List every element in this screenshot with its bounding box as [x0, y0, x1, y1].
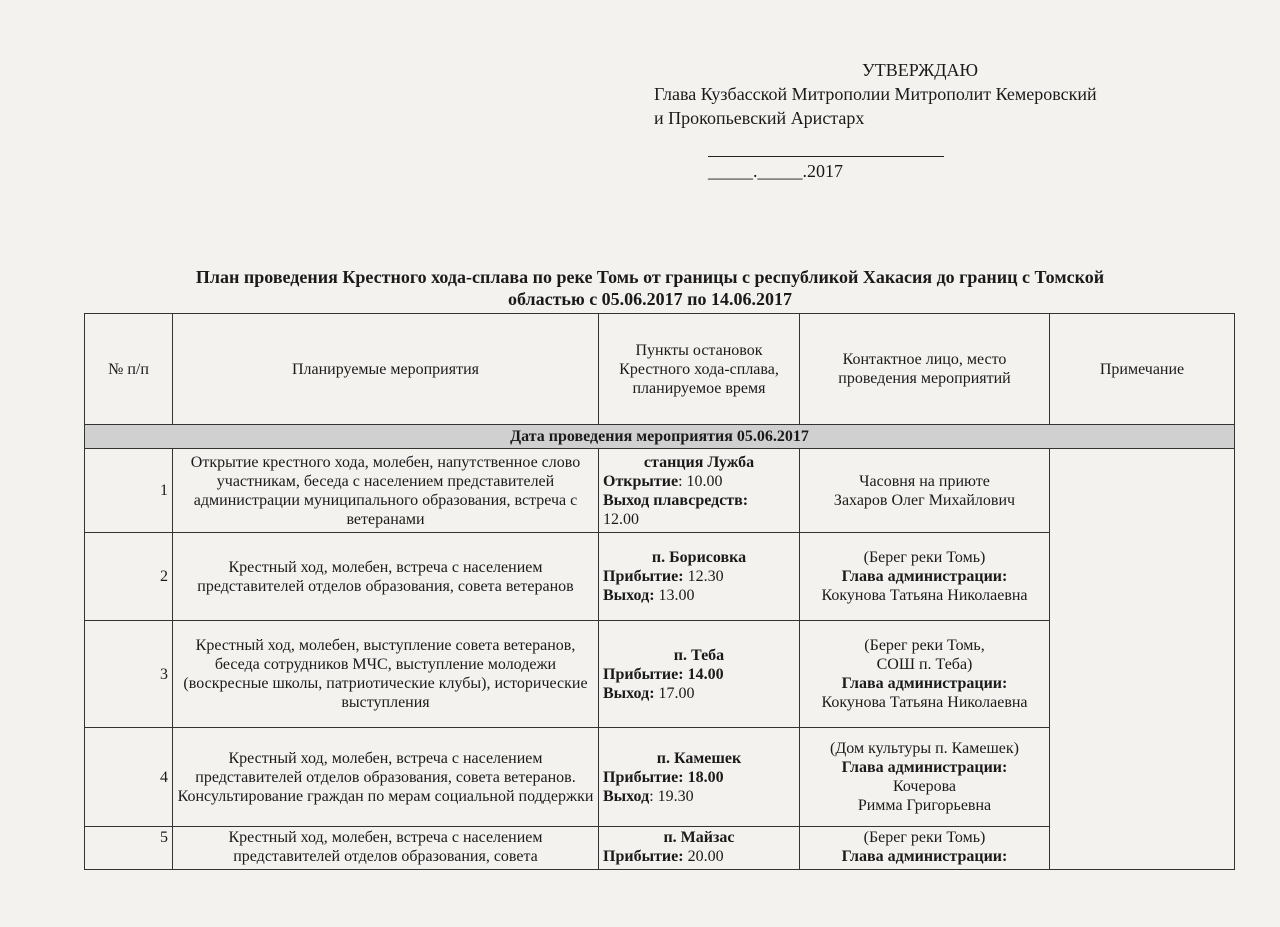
row-number: 5 [85, 827, 173, 870]
contact-place-2: СОШ п. Теба) [876, 656, 973, 673]
row-activities: Открытие крестного хода, молебен, напутственное слово участникам, беседа с населением представителей администрации муниципального образования, встреча с ветеранами [173, 449, 599, 533]
contact-place: (Берег реки Томь, [864, 637, 985, 654]
contact-name: Кочерова [892, 778, 957, 795]
contact-name-2: Римма Григорьевна [857, 797, 992, 814]
contact-place: (Дом культуры п. Камешек) [830, 740, 1019, 757]
document-title [95, 266, 1205, 310]
row-contact [800, 449, 1050, 533]
row-contact [800, 533, 1050, 621]
row-activities: Крестный ход, молебен, встреча с населением представителей отделов образования, совета ветеранов [173, 533, 599, 621]
row-number: 2 [85, 533, 173, 621]
stop-time-label: Прибытие: 14.00 [603, 665, 724, 683]
header-stops: Пункты остановок Крестного хода-сплава, планируемое время [599, 314, 800, 425]
row-contact [800, 728, 1050, 827]
contact-place: (Берег реки Томь) [863, 549, 986, 566]
row-contact [800, 827, 1050, 870]
contact-role: Глава администрации: [841, 675, 1008, 692]
approval-date: _____._____.2017 [708, 161, 843, 181]
stop-place: п. Камешек [656, 749, 742, 767]
stop-time-label: Выход: [603, 684, 655, 702]
stop-time-label: Прибытие: [603, 568, 684, 585]
title-line-2: областью с 05.06.2017 по 14.06.2017 [507, 289, 793, 309]
row-number: 4 [85, 728, 173, 827]
stop-time-value: : 19.30 [649, 787, 694, 805]
stop-time-value: 13.00 [654, 587, 695, 604]
contact-name: Кокунова Татьяна Николаевна [821, 587, 1028, 604]
stop-time-label: Открытие [603, 472, 679, 490]
stop-time-label: Выход: [603, 587, 655, 604]
approval-heading: УТВЕРЖДАЮ [862, 60, 979, 80]
contact-role: Глава администрации: [841, 568, 1008, 585]
row-number: 3 [85, 621, 173, 728]
plan-table [84, 313, 1235, 870]
stop-time-label: Выход [603, 787, 650, 805]
approval-line-1: Глава Кузбасской Митрополии Митрополит Кемеровский [654, 84, 1097, 104]
row-note [1050, 449, 1235, 870]
header-activities: Планируемые мероприятия [173, 314, 599, 425]
stop-time-value: 12.30 [683, 568, 724, 585]
title-line-1: План проведения Крестного хода-сплава по реке Томь от границы с республикой Хакасия до границ с Томской [195, 267, 1105, 287]
contact-role: Глава администрации: [841, 759, 1008, 776]
stop-time-value: 12.00 [603, 510, 639, 528]
row-activities: Крестный ход, молебен, встреча с населением представителей отделов образования, совета ветеранов. Консультирование граждан по мерам социальной поддержки [173, 728, 599, 827]
stop-place: п. Майзас [663, 829, 735, 846]
row-stop [599, 827, 800, 870]
row-stop [599, 533, 800, 621]
row-stop [599, 449, 800, 533]
row-number: 1 [85, 449, 173, 533]
contact-name: Захаров Олег Михайлович [833, 491, 1016, 509]
stop-place: станция Лужба [643, 453, 755, 471]
stop-time-value: : 10.00 [678, 472, 723, 490]
contact-place: Часовня на приюте [859, 472, 990, 490]
date-row [85, 425, 1235, 449]
row-stop [599, 621, 800, 728]
table-row [85, 449, 1235, 533]
header-num: № п/п [85, 314, 173, 425]
row-activities: Крестный ход, молебен, встреча с населением представителей отделов образования, совета [173, 827, 599, 870]
stop-time-label: Прибытие: 18.00 [603, 768, 724, 786]
contact-name: Кокунова Татьяна Николаевна [821, 694, 1028, 711]
header-note: Примечание [1050, 314, 1235, 425]
header-contact: Контактное лицо, место проведения мероприятий [800, 314, 1050, 425]
stop-time-value: 20.00 [683, 848, 724, 865]
signature-line [708, 142, 944, 157]
contact-place: (Берег реки Томь) [863, 829, 986, 846]
stop-time-label: Выход плавсредств: [603, 491, 749, 509]
date-row-label: Дата проведения мероприятия 05.06.2017 [85, 425, 1235, 449]
stop-place: п. Борисовка [651, 549, 747, 566]
row-stop [599, 728, 800, 827]
row-contact [800, 621, 1050, 728]
stop-place: п. Теба [673, 646, 725, 664]
approval-block [654, 58, 1097, 183]
row-activities: Крестный ход, молебен, выступление совета ветеранов, беседа сотрудников МЧС, выступление молодежи (воскресные школы, патриотические клубы), исторические выступления [173, 621, 599, 728]
contact-role: Глава администрации: [841, 848, 1008, 865]
stop-time-label: Прибытие: [603, 848, 684, 865]
table-header-row [85, 314, 1235, 425]
stop-time-value: 17.00 [654, 684, 695, 702]
approval-line-2: и Прокопьевский Аристарх [654, 108, 865, 128]
